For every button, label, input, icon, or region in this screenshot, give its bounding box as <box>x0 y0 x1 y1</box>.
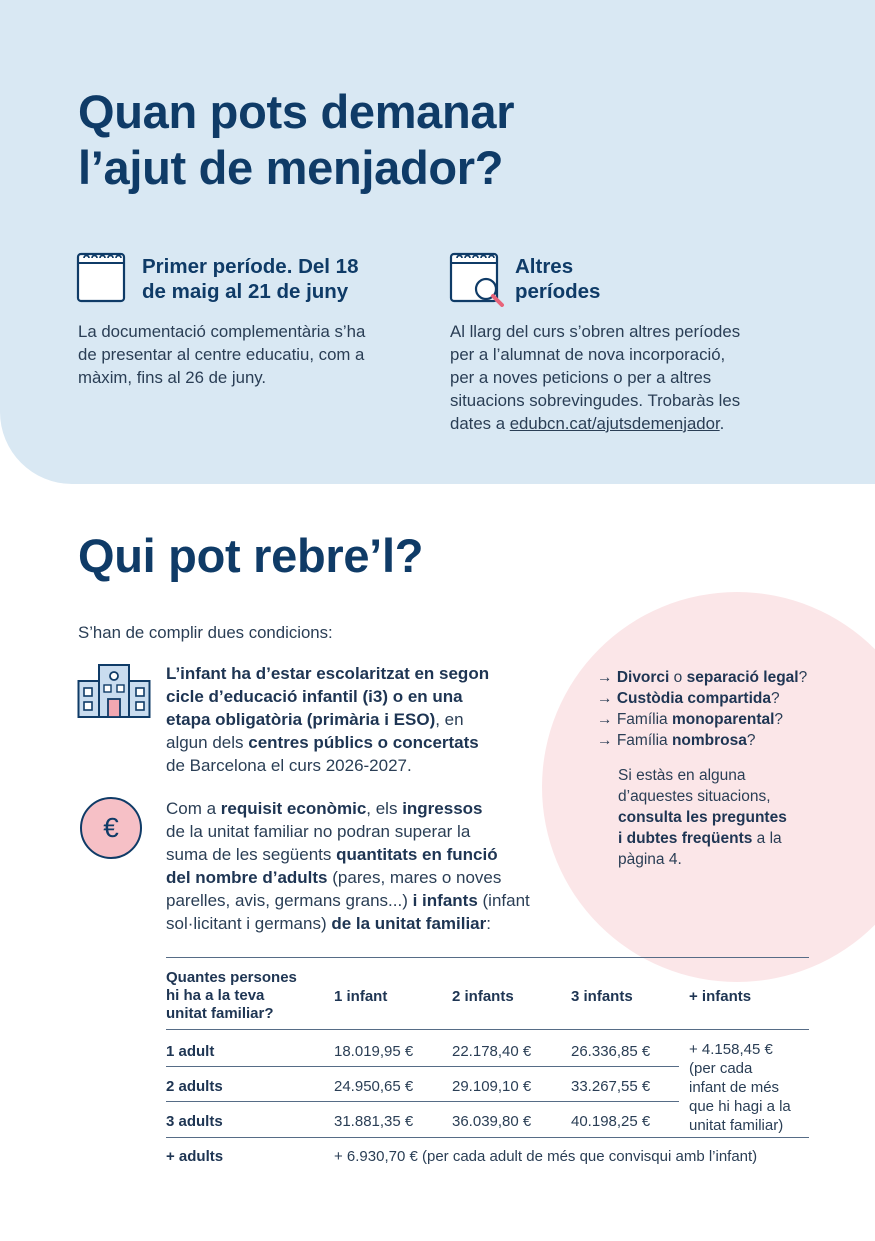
table-header-col: 2 infants <box>452 988 514 1005</box>
list-item: → Custòdia compartida? <box>597 690 780 707</box>
situations-list <box>597 667 807 751</box>
table-cell: 26.336,85 € <box>571 1043 651 1060</box>
table-row-label: 3 adults <box>166 1113 223 1130</box>
table-rule <box>166 957 809 958</box>
table-row-label: 1 adult <box>166 1043 215 1060</box>
extra-adults-amount: + 6.930,70 € (per cada adult de més que convisqui amb l’infant) <box>334 1148 758 1165</box>
table-header-col: 3 infants <box>571 988 633 1005</box>
period1-text: La documentació complementària s’ha de presentar al centre educatiu, com a màxim, fins al 26 de juny. <box>78 322 366 387</box>
table-cell: 18.019,95 € <box>334 1043 414 1060</box>
table-cell: 31.881,35 € <box>334 1113 414 1130</box>
condition2-text: Com a requisit econòmic, els ingressos de la unitat familiar no podran superar la suma de les següents quantitats en funció del nombre d’adults (pares, mares o noves parelles, avis, germans grans...) i infants (infant sol·licitant i germans) de la unitat familiar: <box>166 799 530 933</box>
school-building-icon <box>77 663 151 719</box>
table-cell: 22.178,40 € <box>452 1043 532 1060</box>
table-row-label: + adults <box>166 1148 224 1165</box>
table-rule <box>166 1101 679 1102</box>
period2-text: Al llarg del curs s’obren altres períodes per a l’alumnat de nova incorporació, per a noves peticions o per a altres situacions sobrevingudes. Trobaràs les dates a edubcn.cat/ajutsdemenjador. <box>450 322 741 433</box>
table-rule <box>166 1137 809 1138</box>
table-rule <box>166 1029 809 1030</box>
table-cell: 24.950,65 € <box>334 1078 414 1095</box>
euro-icon: € <box>80 797 142 859</box>
table-cell: 29.109,10 € <box>452 1078 532 1095</box>
table-cell: 40.198,25 € <box>571 1113 651 1130</box>
table-row-label: 2 adults <box>166 1078 223 1095</box>
list-item: → Divorci o separació legal? <box>597 669 808 686</box>
period1-title: Primer període. Del 18 de maig al 21 de juny <box>142 255 359 303</box>
section2-title: Qui pot rebre’l? <box>78 529 424 582</box>
table-cell: 33.267,55 € <box>571 1078 651 1095</box>
table-header-question: Quantes persones hi ha a la teva unitat familiar? <box>166 969 297 1022</box>
table-header-col: + infants <box>689 988 752 1005</box>
list-item: → Família monoparental? <box>597 711 784 728</box>
section1-title: Quan pots demanar l’ajut de menjador? <box>78 85 515 194</box>
table-cell: 36.039,80 € <box>452 1113 532 1130</box>
list-item: → Família nombrosa? <box>597 732 756 749</box>
extra-infants-amount: + 4.158,45 € (per cada infant de més que hi hagi a la unitat familiar) <box>689 1041 791 1134</box>
table-rule <box>166 1066 679 1067</box>
table-header-col: 1 infant <box>334 988 388 1005</box>
top-panel <box>0 0 875 484</box>
edubcn-link[interactable]: edubcn.cat/ajutsdemenjador <box>509 414 720 433</box>
calendar-search-icon <box>449 249 507 307</box>
conditions-intro: S’han de complir dues condicions: <box>78 623 333 642</box>
faq-note: Si estàs en alguna d’aquestes situacions, consulta les preguntes i dubtes freqüents a la pàgina 4. <box>618 767 787 868</box>
condition1-text: L’infant ha d’estar escolaritzat en segon cicle d’educació infantil (i3) o en una etapa obligatòria (primària i ESO), en algun dels centres públics o concertats de Barcelona el curs 2026-2027. <box>166 664 490 775</box>
period2-title: Altres períodes <box>515 255 601 303</box>
calendar-icon <box>76 249 126 303</box>
